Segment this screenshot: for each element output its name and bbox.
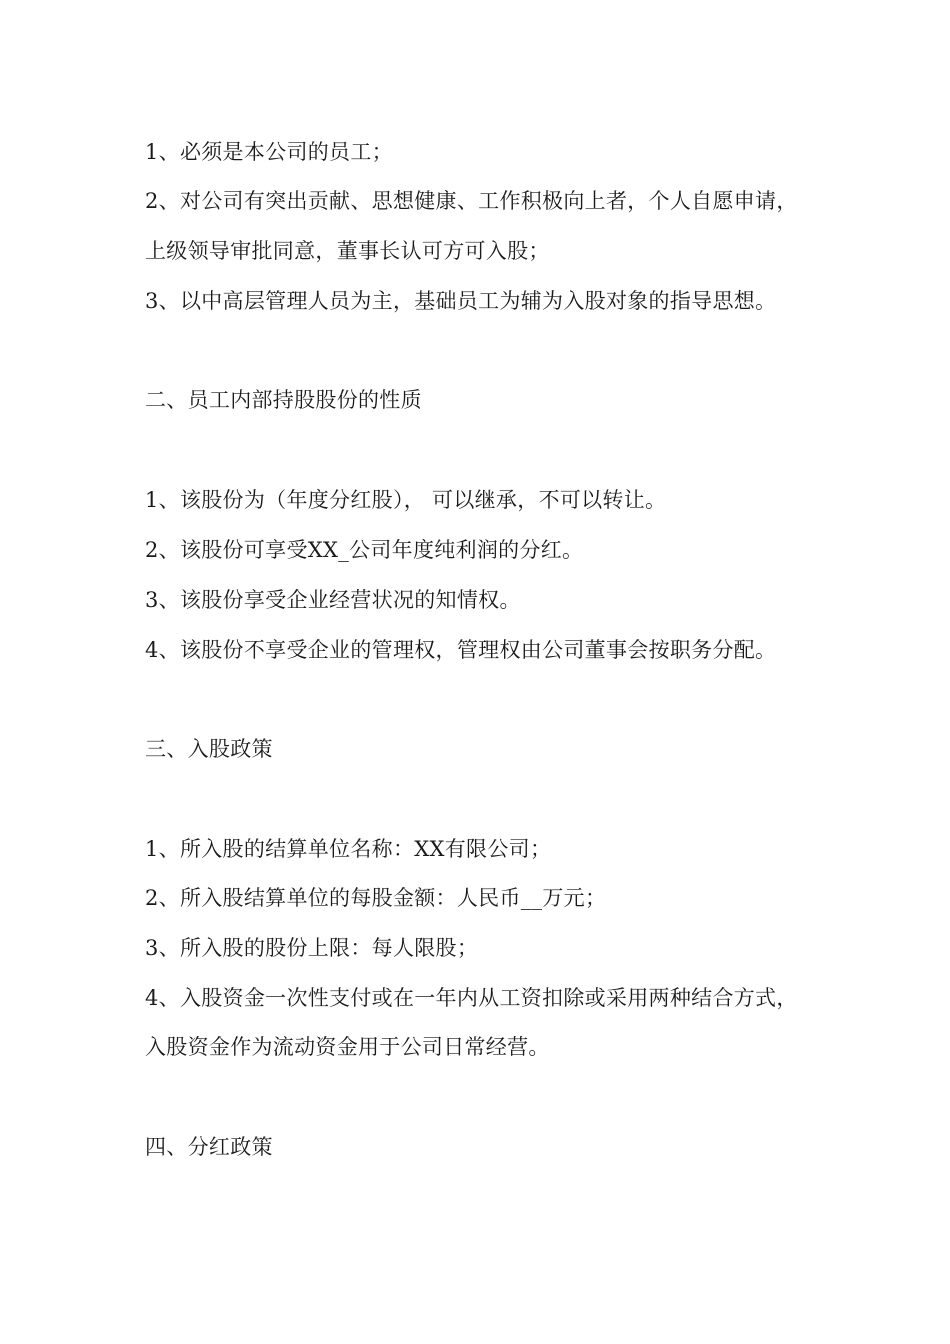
eligibility-item-2: 2、对公司有突出贡献、思想健康、工作积极向上者，个人自愿申请， [145, 189, 798, 213]
share-nature-item-1: 1、该股份为（年度分红股）， 可以继承，不可以转让。 [145, 488, 667, 512]
share-nature-item-3: 3、该股份享受企业经营状况的知情权。 [145, 588, 521, 612]
section-heading-share-nature: 二、员工内部持股股份的性质 [145, 388, 422, 412]
eligibility-item-3: 3、以中高层管理人员为主，基础员工为辅为入股对象的指导思想。 [145, 289, 777, 313]
section-heading-share-policy: 三、入股政策 [145, 737, 273, 761]
share-nature-item-2: 2、该股份可享受XX_公司年度纯利润的分红。 [145, 538, 584, 562]
eligibility-item-2-continued: 上级领导审批同意，董事长认可方可入股； [145, 239, 550, 263]
share-policy-item-4: 4、入股资金一次性支付或在一年内从工资扣除或采用两种结合方式， [145, 986, 798, 1010]
section-heading-dividend-policy: 四、分红政策 [145, 1135, 273, 1159]
share-policy-item-1: 1、所入股的结算单位名称：XX有限公司； [145, 837, 552, 861]
share-policy-item-4-continued: 入股资金作为流动资金用于公司日常经营。 [145, 1035, 550, 1059]
eligibility-item-1: 1、必须是本公司的员工； [145, 140, 393, 164]
share-policy-item-2: 2、所入股结算单位的每股金额：人民币__万元； [145, 886, 607, 910]
share-nature-item-4: 4、该股份不享受企业的管理权，管理权由公司董事会按职务分配。 [145, 638, 777, 662]
share-policy-item-3: 3、所入股的股份上限：每人限股； [145, 936, 479, 960]
